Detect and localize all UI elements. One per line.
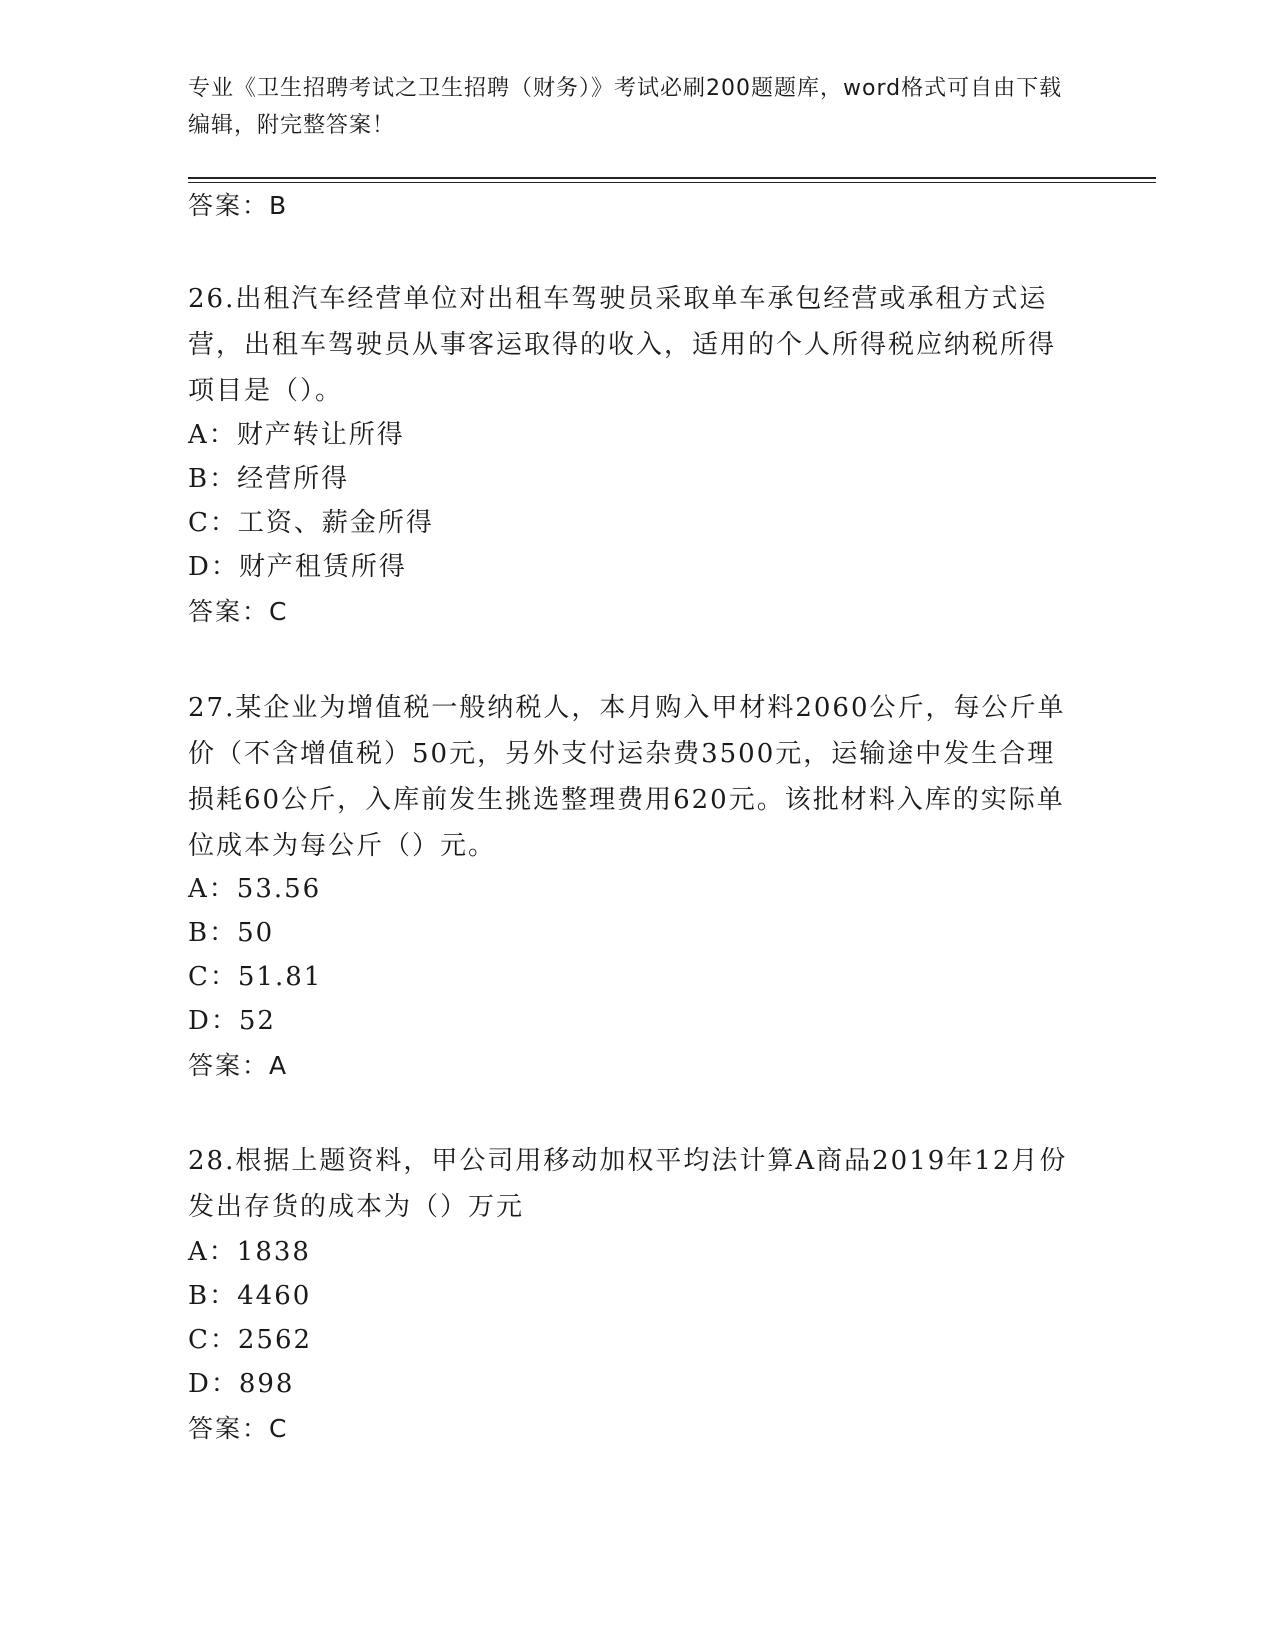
question-28-option-b: B：4460	[188, 1281, 312, 1311]
question-28-answer: 答案：C	[188, 1414, 289, 1443]
document-header: 专业《卫生招聘考试之卫生招聘（财务）》考试必刷200题题库，word格式可自由下载编辑，附完整答案！	[188, 76, 1063, 138]
question-28-text: 28.根据上题资料，甲公司用移动加权平均法计算A商品2019年12月份发出存货的成本为（）万元	[188, 1146, 1068, 1222]
question-28-option-d: D：898	[188, 1369, 295, 1399]
question-26-option-b: B：经营所得	[188, 464, 350, 494]
question-26-text: 26.出租汽车经营单位对出租车驾驶员采取单车承包经营或承租方式运营，出租车驾驶员从事客运取得的收入，适用的个人所得税应纳税所得项目是（）。	[188, 284, 1057, 406]
question-26-answer: 答案：C	[188, 597, 289, 626]
prev-answer: 答案：B	[188, 191, 289, 220]
question-28-option-a: A：1838	[188, 1237, 311, 1267]
question-27-option-b: B：50	[188, 918, 275, 948]
question-28-option-c: C：2562	[188, 1325, 313, 1355]
question-26-option-d: D：财产租赁所得	[188, 552, 407, 582]
question-27-option-c: C：51.81	[188, 962, 323, 992]
question-27-option-a: A：53.56	[188, 874, 322, 904]
question-26-option-c: C：工资、薪金所得	[188, 508, 434, 538]
header-rule-thin	[188, 182, 1156, 183]
question-26-option-a: A：财产转让所得	[188, 420, 405, 450]
header-rule-thick	[188, 177, 1156, 179]
question-27-answer: 答案：A	[188, 1051, 289, 1080]
question-27-text: 27.某企业为增值税一般纳税人，本月购入甲材料2060公斤，每公斤单价（不含增值税）50元，另外支付运杂费3500元，运输途中发生合理损耗60公斤，入库前发生挑选整理费用620元。该批材料入库的实际单位成本为每公斤（）元。	[188, 693, 1066, 861]
question-27-option-d: D：52	[188, 1006, 276, 1036]
